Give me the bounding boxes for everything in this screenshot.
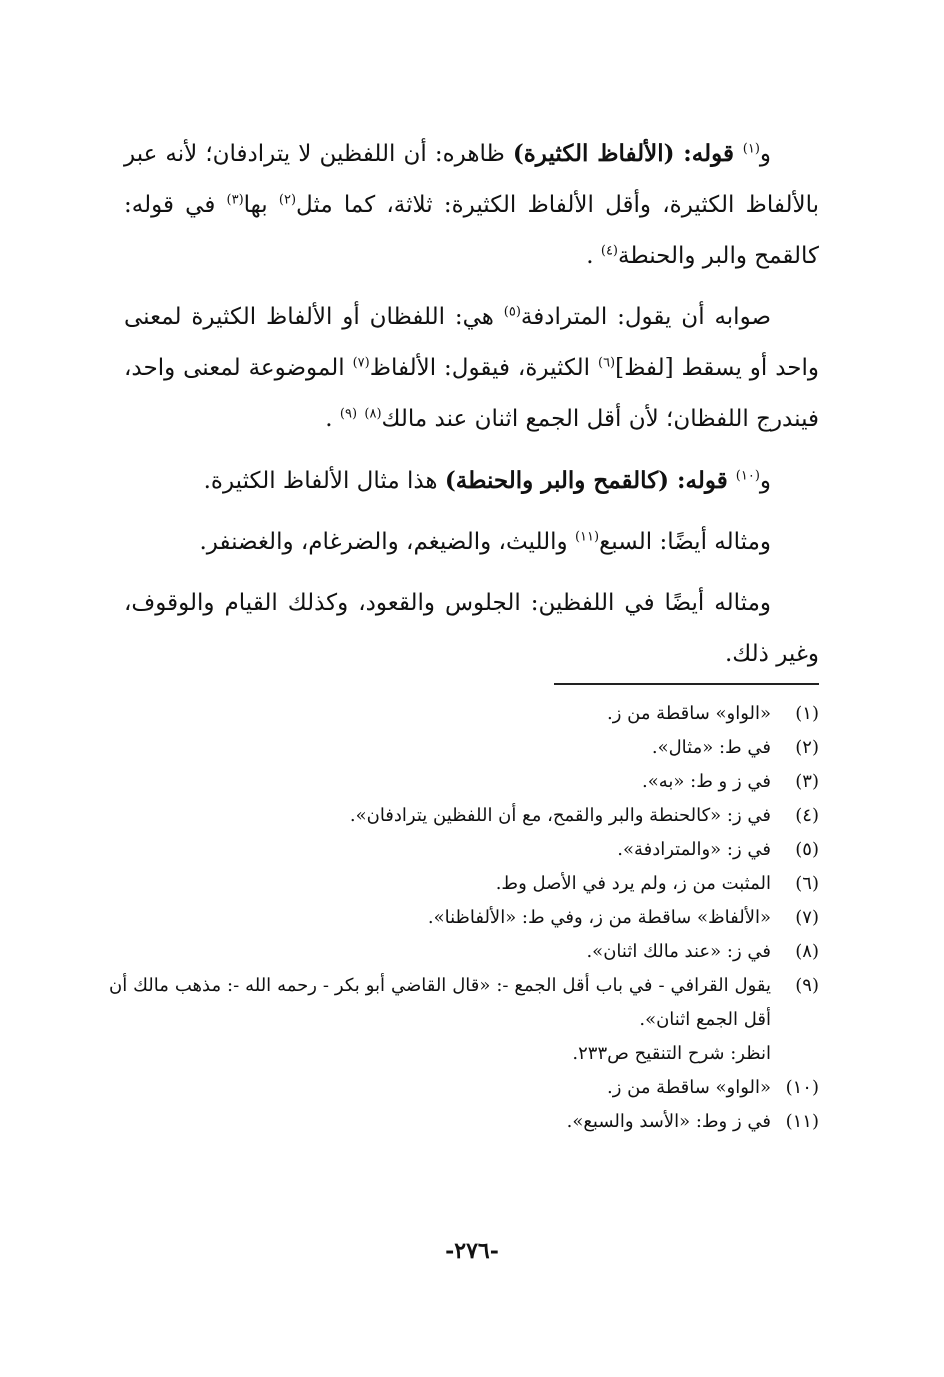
footnote — [109, 935, 819, 969]
seg: الكثيرة، فيقول: الألفاظ — [369, 355, 598, 381]
paragraph — [124, 455, 819, 507]
footnote-ref: (٦) — [597, 355, 616, 371]
footnote-text: «الألفاظ» ساقطة من ز، وفي ط: «الألفاظنا». — [427, 907, 771, 928]
seg: هذا مثال الألفاظ الكثيرة. — [203, 468, 445, 494]
footnote — [109, 833, 819, 867]
seg: في قوله: كالقمح والبر والحنطة — [124, 192, 819, 269]
seg: قوله: — [669, 467, 736, 494]
footnote-text: انظر: شرح التنقيح ص٢٣٣. — [572, 1043, 771, 1064]
footnote-ref: (٧) — [352, 355, 370, 371]
seg: والليث، والضيغم، والضرغام، والغضنفر. — [199, 529, 575, 555]
footnote — [109, 969, 819, 1037]
footnote-number: (٤) — [795, 805, 819, 826]
seg: (الألفاظ الكثيرة) — [512, 140, 675, 167]
footnote-number: (٢) — [795, 737, 819, 758]
footnote-number: (٥) — [795, 839, 819, 860]
seg: ومثاله أيضًا في اللفظين: الجلوس والقعود، وكذلك القيام والوقوف، وغير ذلك. — [124, 590, 819, 667]
footnote-text: في ز و ط: «به». — [642, 771, 771, 792]
footnote-number: (٣) — [795, 771, 819, 792]
footnote-number: (١٠) — [785, 1077, 819, 1098]
seg: (كالقمح والبر والحنطة) — [444, 467, 670, 494]
footnote-ref: (٩) — [339, 406, 358, 422]
seg: . — [586, 243, 601, 269]
footnote-text: يقول القرافي - في باب أقل الجمع -: «قال القاضي أبو بكر - رحمه الله -: مذهب مالك أن أقل الجمع اثنان». — [109, 975, 771, 1030]
footnote-number: (٧) — [795, 907, 819, 928]
footnotes — [109, 697, 819, 1139]
footnote-text: «الواو» ساقطة من ز. — [606, 1077, 771, 1098]
footnote — [109, 867, 819, 901]
seg: بها — [243, 192, 279, 218]
footnote — [109, 799, 819, 833]
footnote-text: في ز: «والمترادفة». — [617, 839, 771, 860]
footnote-number: (١١) — [785, 1111, 819, 1132]
footnote-number: (٦) — [795, 873, 819, 894]
paragraph — [124, 128, 819, 282]
footnote-text: في ط: «مثال». — [651, 737, 771, 758]
paragraph — [124, 517, 819, 568]
seg: و — [759, 141, 771, 167]
footnote-separator — [554, 683, 819, 685]
footnote — [109, 1071, 819, 1105]
footnote-ref: (١١) — [574, 529, 600, 545]
seg: . — [325, 406, 340, 432]
page-number: -٢٧٦- — [445, 1238, 499, 1264]
footnote-text: في ز: «كالحنطة والبر والقمح، مع أن اللفظين يترادفان». — [349, 805, 771, 826]
footnote — [109, 901, 819, 935]
footnote-text: في ز وط: «الأسد والسبع». — [566, 1111, 771, 1132]
footnote-continuation — [109, 1037, 819, 1071]
footnote-ref: (٥) — [503, 304, 521, 320]
footnote-number: (٩) — [795, 975, 819, 996]
seg: ومثاله أيضًا: السبع — [599, 529, 771, 555]
footnote-number: (٨) — [795, 941, 819, 962]
footnote-ref: (٤) — [600, 243, 618, 259]
footnote-text: «الواو» ساقطة من ز. — [606, 703, 771, 724]
seg: الموضوعة لمعنى واحد، فيندرج اللفظان؛ لأن أقل الجمع اثنان عند مالك — [124, 355, 819, 432]
seg: و — [759, 468, 771, 494]
footnote-text: في ز: «عند مالك اثنان». — [586, 941, 771, 962]
footnote — [109, 731, 819, 765]
seg: قوله: — [674, 140, 743, 167]
main-text — [124, 128, 819, 690]
seg: ظاهره: أن اللفظين لا يترادفان؛ لأنه عبر بالألفاظ الكثيرة، وأقل الألفاظ الكثيرة: ثلاثة، كما مثل — [124, 141, 820, 218]
seg: هي: اللفظان أو الألفاظ الكثيرة لمعنى واحد أو يسقط [لفظ] — [124, 304, 820, 381]
footnote-ref: (٣) — [226, 192, 244, 208]
footnote-ref: (٨) — [364, 406, 382, 422]
footnote-number: (١) — [795, 703, 819, 724]
footnote — [109, 697, 819, 731]
footnote-ref: (٢) — [278, 192, 297, 208]
footnote-text: المثبت من ز، ولم يرد في الأصل وط. — [495, 873, 771, 894]
footnote — [109, 1105, 819, 1139]
footnote-ref: (١٠) — [735, 468, 760, 484]
paragraph — [124, 578, 819, 680]
footnote — [109, 765, 819, 799]
paragraph — [124, 292, 819, 445]
footnote-ref: (١) — [742, 141, 760, 157]
seg: صوابه أن يقول: المترادفة — [520, 304, 771, 330]
